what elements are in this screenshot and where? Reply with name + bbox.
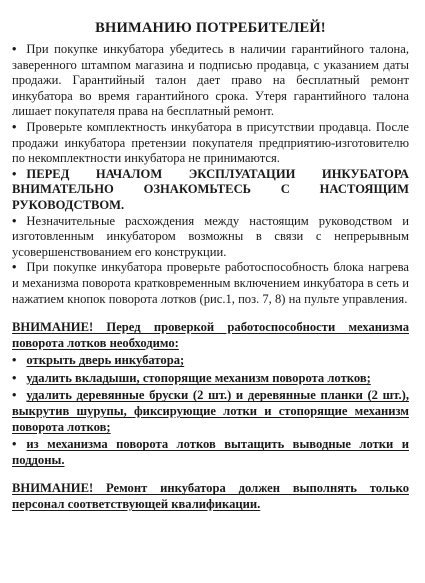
- paragraph-warranty-text: При покупке инкубатора убедитесь в наличии гарантийного талона, заверенного штампом магазина и подписью продавца, с указанием даты продажи. Гарантийный талон дает право на бесплатный ремонт инкубатора во время гарантийного срока. Утеря гарантийного талона лишает покупателя права на бесплатный ремонт.: [12, 42, 409, 119]
- paragraph-read-manual: [12, 167, 409, 214]
- warning-item-pull-trays: [12, 437, 409, 468]
- paragraph-warranty: [12, 42, 409, 120]
- warning-item-text: открыть дверь инкубатора;: [26, 353, 185, 368]
- paragraph-completeness: [12, 120, 409, 167]
- paragraph-check-operation-text: При покупке инкубатора проверьте работоспособность блока нагрева и механизма поворота кратковременным включением инкубатора в сеть и нажатием кнопок поворота лотков (рис.1, поз. 7, 8) на пульте управления.: [12, 260, 409, 306]
- document-title: ВНИМАНИЮ ПОТРЕБИТЕЛЕЙ!: [95, 20, 326, 36]
- paragraph-read-manual-text: ПЕРЕД НАЧАЛОМ ЭКСПЛУАТАЦИИ ИНКУБАТОРА ВНИМАТЕЛЬНО ОЗНАКОМЬТЕСЬ С НАСТОЯЩИМ РУКОВОДСТВОМ.: [12, 166, 409, 212]
- warning-repair: ВНИМАНИЕ! Ремонт инкубатора должен выполнять только персонал соответствующей квалификации.: [12, 481, 409, 512]
- warning-heading: ВНИМАНИЕ! Перед проверкой работоспособности механизма поворота лотков необходимо:: [12, 320, 409, 350]
- bullet: •: [12, 437, 17, 452]
- paragraph-discrepancies-text: Незначительные расхождения между настоящим руководством и изготовленным инкубатором возможны в связи с непрерывным усовершенствованием его конструкции.: [12, 213, 409, 259]
- warning-item-remove-inserts: [12, 371, 409, 387]
- paragraph-discrepancies: [12, 214, 409, 261]
- warning-item-text: из механизма поворота лотков вытащить выводные лотки и поддоны.: [12, 437, 409, 467]
- warning-item-remove-bars: [12, 388, 409, 435]
- spacer: [12, 307, 409, 320]
- warning-item-text: удалить вкладыши, стопорящие механизм поворота лотков;: [26, 370, 371, 385]
- bullet: •: [12, 388, 17, 403]
- paragraph-completeness-text: Проверьте комплектность инкубатора в присутствии продавца. После продажи инкубатора претензии покупателя предприятию-изготовителю по некомплектности инкубатора не принимаются.: [12, 119, 409, 166]
- bullet: •: [12, 370, 17, 385]
- bullet: •: [12, 353, 17, 368]
- paragraph-check-operation: [12, 260, 409, 307]
- spacer: [12, 468, 409, 481]
- warning-item-text: удалить деревянные бруски (2 шт.) и деревянные планки (2 шт.), выкрутив шурупы, фиксирующие лотки и стопорящие механизм поворота лотков;: [12, 388, 409, 434]
- warning-item-open-door: [12, 353, 409, 369]
